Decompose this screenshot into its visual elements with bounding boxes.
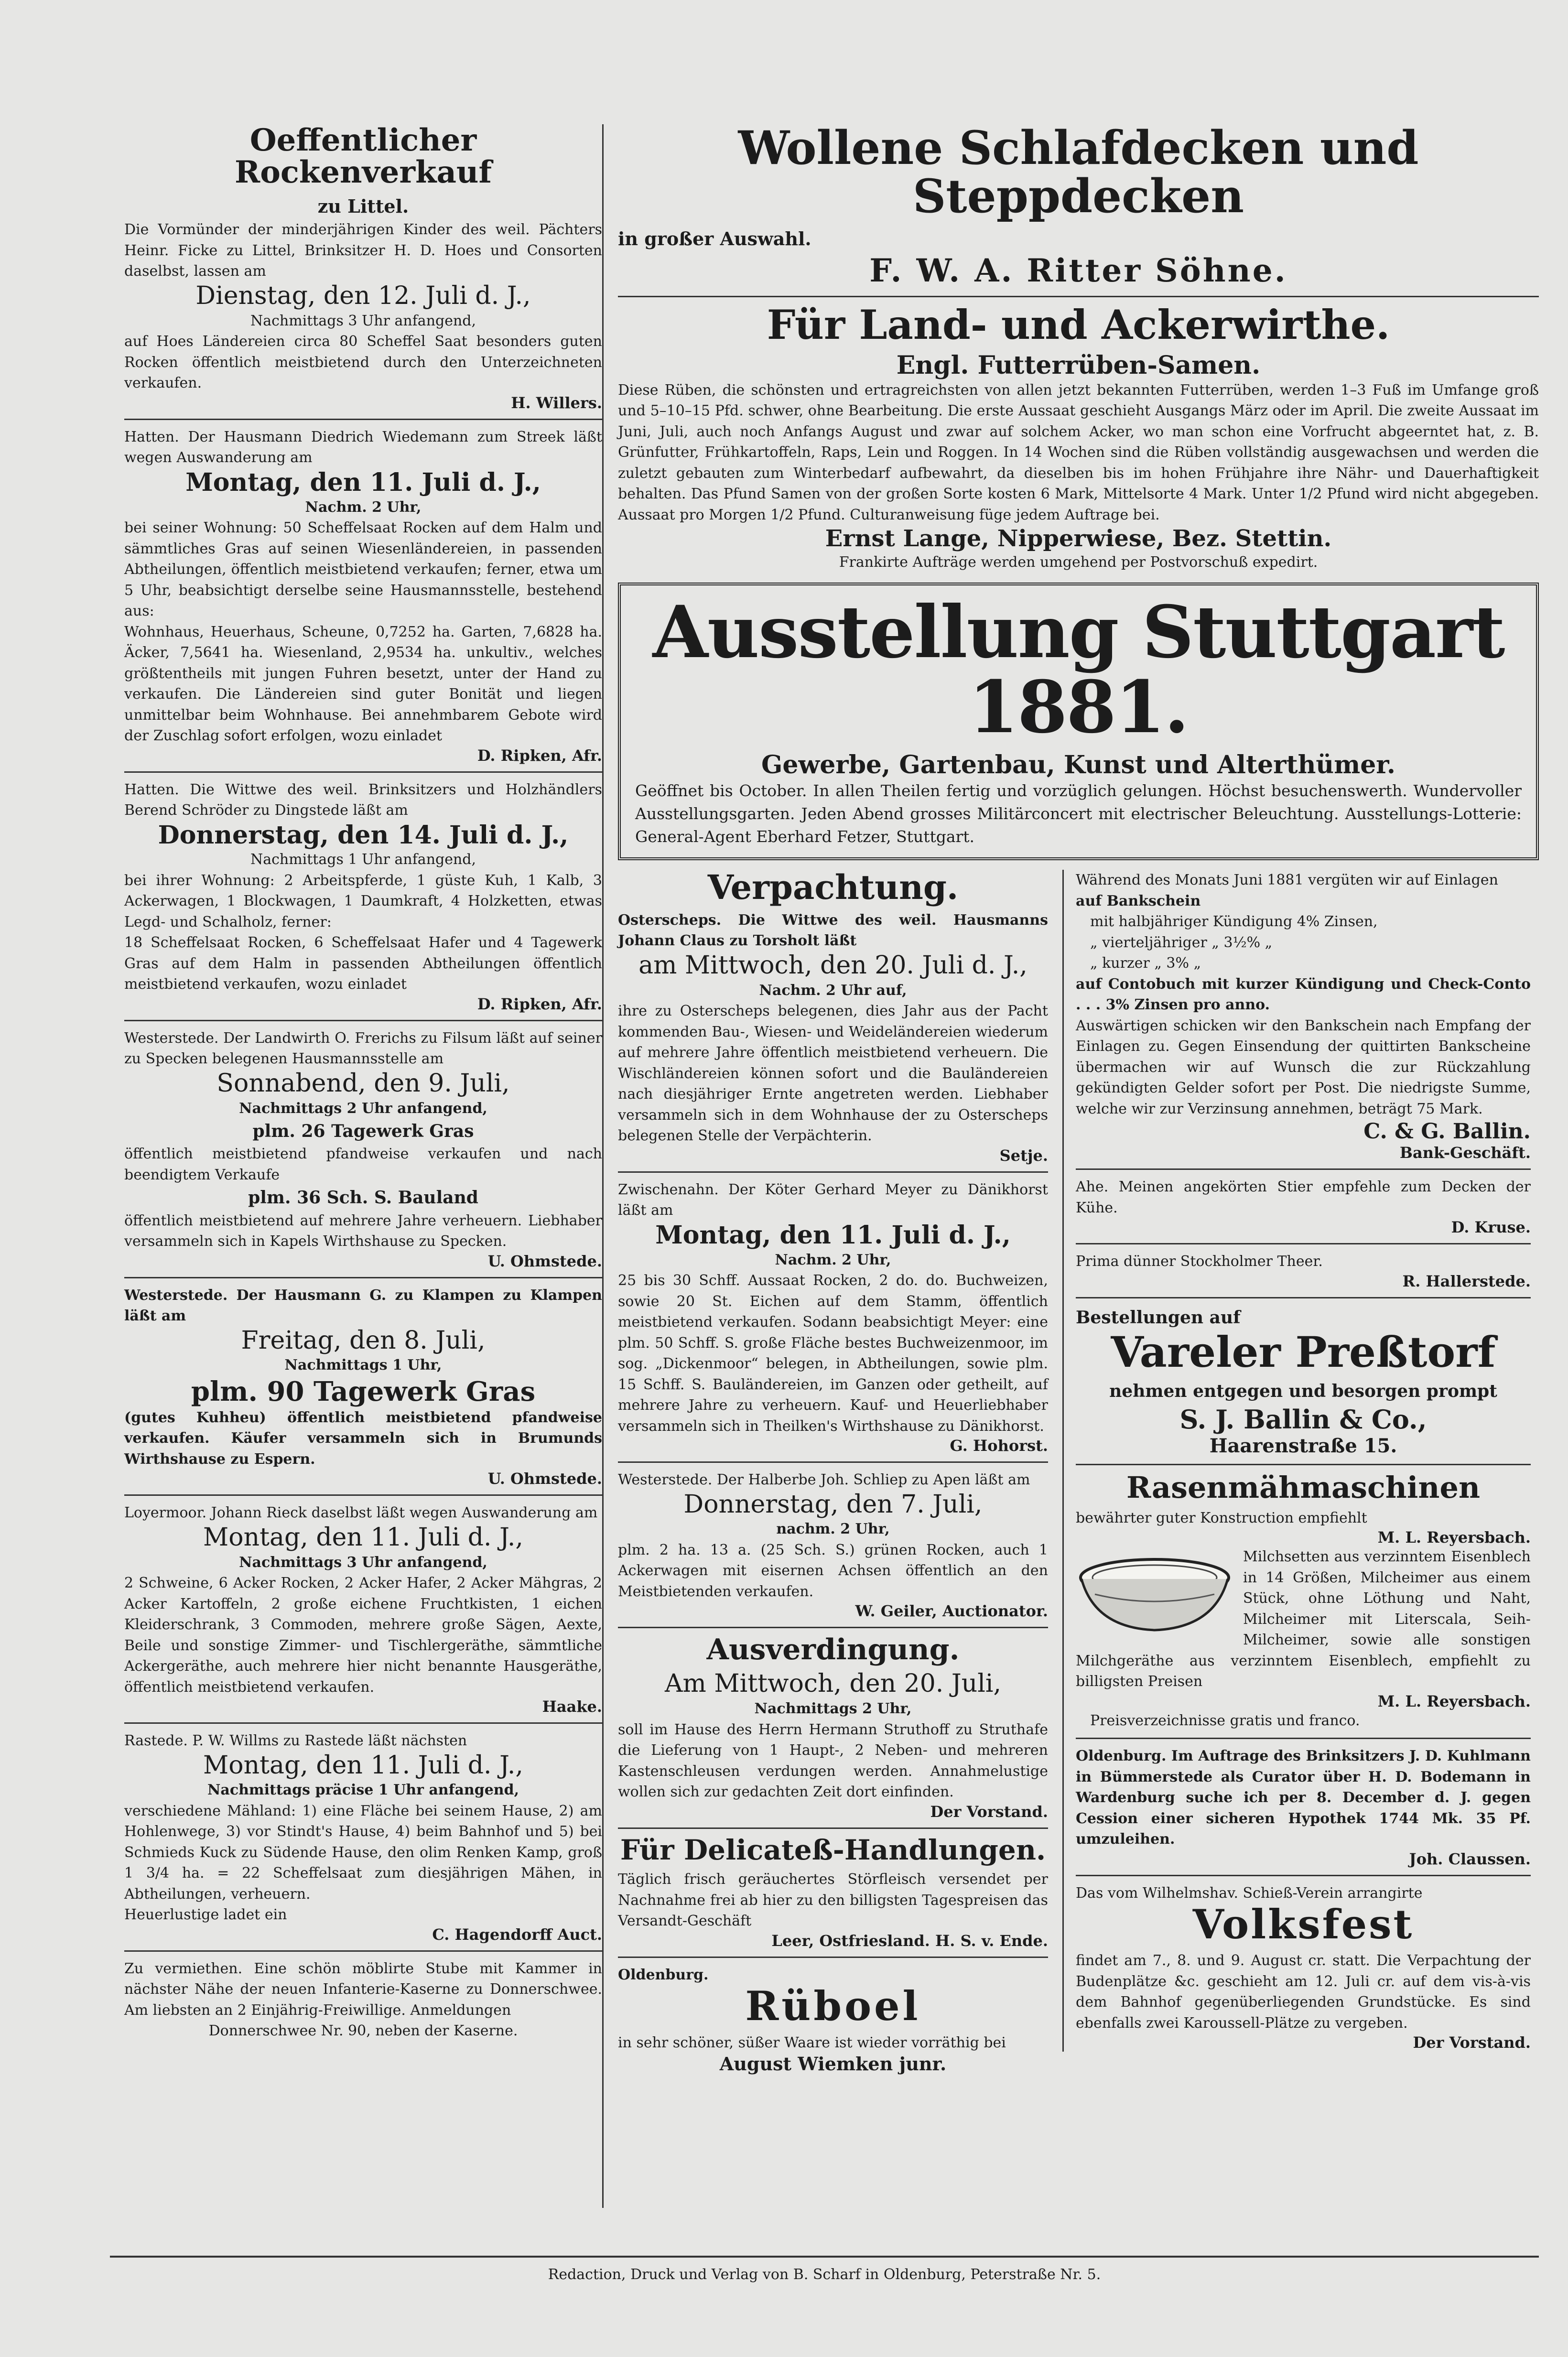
ad-body: ihre zu Osterscheps belegenen, dies Jahr aus der Pacht kommenden Bau-, Wiesen- und Weideländereien wiederum auf mehrere Jahre öffentlich meistbietend verheuern. Die Wischländereien können sofort und die Bauländereien nach diesjähriger Ernte angetreten werden. Liebhaber versammeln sich in dem Wohnhause der zu Osterscheps belegenen Stelle der Verpächterin. xyxy=(618,1003,1048,1145)
ad-body: Täglich frisch geräuchertes Störfleisch versendet per Nachnahme frei ab hier zu den billigsten Tagespreisen das Versandt-Geschäft xyxy=(618,1871,1048,1930)
ad-presstorf xyxy=(1076,1305,1531,1457)
ad-body: 25 bis 30 Schff. Aussaat Rocken, 2 do. do. Buchweizen, sowie 20 St. Eichen auf dem Stamm, öffentlich meistbietend verkaufen. Sodann beabsichtigt Meyer: eine plm. 50 Schff. S. große Fläche bestes Buchweizenmoor, im sog. „Dickenmoor“ belegen, in Abtheilungen, sowie plm. 15 Schff. S. Bauländereien, im Ganzen oder getheilt, auf mehrere Jahre zu verheuern. Kauf- und Heuerliebhaber versammeln sich in Theilken's Wirthshause zu Dänikhorst. xyxy=(618,1272,1048,1435)
ad-vermiethen xyxy=(124,1958,602,2042)
ad-date: Sonnabend, den 9. Juli, xyxy=(216,1069,510,1098)
right-area xyxy=(602,121,1539,2208)
divider xyxy=(124,1020,602,1021)
ad-place: Oldenburg. xyxy=(618,1966,709,1983)
ad-intro: Hatten. Die Wittwe des weil. Brinksitzers und Holzhändlers Berend Schröder zu Dingstede läßt am xyxy=(124,781,602,819)
divider xyxy=(1076,1875,1531,1876)
ad-body: Diese Rüben, die schönsten und ertragreichsten von allen jetzt bekannten Futterrüben, werden 1–3 Fuß im Umfange groß und 5–10–15 Pfd. schwer, ohne Bearbeitung. Die erste Aussaat geschieht Ausgangs März oder im April. Die zweite Aussaat im Juni, Juli, auch noch Anfangs August und zwar auf solchem Acker, wo man schon eine Vorfrucht abgeerntet hat, z. B. Grünfutter, Frühkartoffeln, Raps, Lein und Roggen. In 14 Wochen sind die Rüben vollständig ausgewachsen und werden die zuletzt gebauten zum Winterbedarf aufbewahrt, da dieselben bis im hohen Frühjahre ihre Nähr- und Dauerhaftigkeit behalten. Das Pfund Samen von der großen Sorte kosten 6 Mark, Mittelsorte 4 Mark. Unter 1/2 Pfund wird nicht abgegeben. Aussaat pro Morgen 1/2 Pfund. Culturanweisung füge jedem Auftrage bei. xyxy=(618,381,1539,523)
ad-body: bei seiner Wohnung: 50 Scheffelsaat Rocken auf dem Halm und sämmtliches Gras auf seinen Wiesenländereien, in passenden Abtheilungen, öffentlich meistbietend verkaufen; ferner, etwa um 5 Uhr, beabsichtigt derselbe seine Hausmannsstelle, bestehend aus: xyxy=(124,519,602,620)
ad-time: Nachmittags 1 Uhr, xyxy=(284,1357,442,1374)
ad-body: 2 Schweine, 6 Acker Rocken, 2 Acker Hafer, 2 Acker Mähgras, 2 Acker Kartoffeln, 2 große eichene Fruchtkisten, 1 eichen Kleiderschrank, 3 Commoden, mehrere große Sägen, Aexte, Beile und sonstige Zimmer- und Tischlergeräthe, sämmtliche Ackergeräthe, auch mehrere hier nicht benannte Hausgeräthe, öffentlich meistbietend verkaufen. xyxy=(124,1575,602,1696)
ad-intro: Das vom Wilhelmshav. Schieß-Verein arrangirte xyxy=(1076,1884,1423,1902)
ad-date: Donnerstag, den 14. Juli d. J., xyxy=(158,820,569,850)
ad-body: bei ihrer Wohnung: 2 Arbeitspferde, 1 güste Kuh, 1 Kalb, 3 Ackerwagen, 1 Blockwagen, 1 Daumkraft, 4 Holzketten, etwas Legd- und Schalholz, ferner: xyxy=(124,872,602,930)
ad-body: 18 Scheffelsaat Rocken, 6 Scheffelsaat Hafer und 4 Tagewerk Gras auf dem Halm in passenden Abtheilungen öffentlich meistbietend verkaufen, wozu einladet xyxy=(124,934,602,993)
ad-body: öffentlich meistbietend auf mehrere Jahre verheuern. Liebhaber versammeln sich in Kapels Wirthshause zu Specken. xyxy=(124,1212,602,1250)
ad-date: Montag, den 11. Juli d. J., xyxy=(655,1220,1011,1250)
divider xyxy=(124,419,602,420)
ad-futterrueben xyxy=(618,301,1539,573)
ad-signature: G. Hohorst. xyxy=(950,1437,1048,1455)
divider xyxy=(618,1827,1048,1829)
ad-stier xyxy=(1076,1177,1531,1236)
ad-body: soll im Hause des Herrn Hermann Struthoff zu Struthafe die Lieferung von 1 Haupt-, 2 Neben- und mehreren Kastenschleusen verdungen werden. Annahmelustige wollen sich zur gedachten Zeit dort einfinden. xyxy=(618,1721,1048,1801)
ad-date: Montag, den 11. Juli d. J., xyxy=(203,1523,523,1552)
ad-intro: Die Vormünder der minderjährigen Kinder des weil. Pächters Heinr. Ficke zu Littel, Brinksitzer H. D. Hoes und Consorten daselbst, lassen am xyxy=(124,221,602,280)
ad-ausstellung-stuttgart xyxy=(618,583,1539,861)
ad-theer xyxy=(1076,1251,1531,1290)
ad-rueboel xyxy=(618,1965,1048,2075)
ad-ausverdingung xyxy=(618,1635,1048,1820)
ad-title: Verpachtung. xyxy=(707,867,959,908)
lower-left-column xyxy=(618,867,1048,2075)
ad-hatten-schroeder xyxy=(124,779,602,1013)
ad-body: öffentlich meistbietend pfandweise verkaufen und nach beendigtem Verkaufe xyxy=(124,1146,602,1183)
ad-note: Frankirte Aufträge werden umgehend per Postvorschuß expedirt. xyxy=(839,554,1318,571)
ad-milchgeraethe xyxy=(1076,1546,1531,1731)
ad-sub: in großer Auswahl. xyxy=(618,227,811,249)
divider xyxy=(618,1957,1048,1958)
ad-time: Nachmittags 2 Uhr anfangend, xyxy=(239,1100,487,1117)
lower-right-column xyxy=(1062,870,1531,2052)
ad-date: Montag, den 11. Juli d. J., xyxy=(203,1751,523,1780)
ad-body: in sehr schöner, süßer Waare ist wieder vorräthig bei xyxy=(618,2034,1006,2051)
ad-signature: D. Ripken, Afr. xyxy=(477,746,602,765)
ad-hypothek xyxy=(1076,1746,1531,1868)
ad-time: Nachm. 2 Uhr, xyxy=(305,498,422,516)
ad-date: Dienstag, den 12. Juli d. J., xyxy=(195,281,531,310)
ad-body: Milchsetten aus verzinntem Eisenblech in 14 Größen, Milcheimer aus einem Stück, ohne Löthung und Naht, Milcheimer mit Literscala, Seih-Milcheimer, sowie alle sonstigen Milchgeräthe aus verzinntem Eisenblech, empfiehlt zu billigsten Preisen xyxy=(1076,1548,1531,1690)
ad-date: Freitag, den 8. Juli, xyxy=(241,1326,486,1355)
ad-body: nehmen entgegen und besorgen prompt xyxy=(1109,1381,1497,1402)
ad-body: findet am 7., 8. und 9. August cr. statt. Die Verpachtung der Budenplätze &c. geschieht am 12. Juli cr. auf dem vis-à-vis dem Bahnhof gegenüberliegenden Grundstücke. Es sind ebenfalls zwei Karoussell-Plätze zu vergeben. xyxy=(1076,1952,1531,2032)
ad-rastede xyxy=(124,1730,602,1944)
ad-signature: H. Willers. xyxy=(511,393,602,412)
ad-intro: Westerstede. Der Landwirth O. Frerichs zu Filsum läßt auf seiner zu Specken belegenen Hausmannsstelle am xyxy=(124,1029,602,1068)
ad-schliep xyxy=(618,1470,1048,1620)
ad-body: Oldenburg. Im Auftrage des Brinksitzers J. D. Kuhlmann in Bümmerstede als Curator über H. D. Bodemann in Wardenburg suche ich per 8. December d. J. gegen Cession einer sicheren Hypothek 1744 Mk. 35 Pf. umzuleihen. xyxy=(1076,1748,1531,1848)
divider xyxy=(124,771,602,773)
ad-body: Ahe. Meinen angekörten Stier empfehle zum Decken der Kühe. xyxy=(1076,1178,1531,1216)
ad-line: plm. 36 Sch. S. Bauland xyxy=(248,1188,478,1208)
ad-time: Nachmittags 3 Uhr anfangend, xyxy=(250,312,476,329)
divider xyxy=(618,1461,1048,1463)
divider xyxy=(1076,1464,1531,1465)
ad-rate: „ vierteljähriger „ 3½% „ xyxy=(1090,934,1273,951)
ad-signature: R. Hallerstede. xyxy=(1402,1272,1531,1290)
ad-title: Für Delicateß-Handlungen. xyxy=(620,1833,1046,1866)
ad-heading: auf Bankschein xyxy=(1076,892,1201,909)
ad-body: Heuerlustige ladet ein xyxy=(124,1906,287,1924)
ad-intro: Während des Monats Juni 1881 vergüten wir auf Einlagen xyxy=(1076,872,1498,889)
ad-line: plm. 26 Tagewerk Gras xyxy=(252,1121,474,1142)
ad-title: Vareler Preßtorf xyxy=(1111,1327,1496,1377)
ad-hatten-wiedemann xyxy=(124,427,602,765)
ad-time: Nachmittags präcise 1 Uhr anfangend, xyxy=(207,1782,519,1799)
ad-sub: Gewerbe, Gartenbau, Kunst und Alterthümer. xyxy=(761,750,1396,779)
divider xyxy=(1076,1243,1531,1244)
divider xyxy=(1076,1168,1531,1170)
ad-rasenmaeher xyxy=(1076,1472,1531,1547)
ad-intro: Bestellungen auf xyxy=(1076,1307,1241,1328)
ad-signature: Der Vorstand. xyxy=(930,1802,1048,1821)
ad-signature: Setje. xyxy=(999,1146,1048,1165)
ad-date: Montag, den 11. Juli d. J., xyxy=(185,467,541,497)
ad-date: am Mittwoch, den 20. Juli d. J., xyxy=(638,951,1027,980)
ad-body: Auswärtigen schicken wir den Bankschein nach Empfang der Einlagen zu. Gegen Einsendung der quittirten Bankscheine übermachen wir auf Wunsch die zur Rückzahlung gekündigten Gelder sofort per Post. Die niedrigste Summe, welche wir zur Verzinsung annehmen, beträgt 75 Mark. xyxy=(1076,1017,1531,1117)
ad-verpachtung xyxy=(618,867,1048,1165)
ad-heading: auf Contobuch mit kurzer Kündigung und Check-Conto . . . 3% Zinsen pro anno. xyxy=(1076,975,1531,1014)
ad-address: Haarenstraße 15. xyxy=(1209,1434,1397,1457)
ad-delicatess xyxy=(618,1833,1048,1950)
ad-body: (gutes Kuhheu) öffentlich meistbietend pfandweise verkaufen. Käufer versammeln sich in Brumunds Wirthshause zu Espern. xyxy=(124,1409,602,1468)
divider xyxy=(618,1171,1048,1173)
ad-intro: Hatten. Der Hausmann Diedrich Wiedemann zum Streek läßt wegen Auswanderung am xyxy=(124,428,602,466)
ad-intro: Osterscheps. Die Wittwe des weil. Hausmanns Johann Claus zu Torsholt läßt xyxy=(618,911,1048,950)
ad-intro: Westerstede. Der Halberbe Joh. Schliep zu Apen läßt am xyxy=(618,1471,1030,1488)
ad-signature: M. L. Reyersbach. xyxy=(1377,1692,1531,1710)
ad-title: Wollene Schlafdecken und Steppdecken xyxy=(738,121,1419,223)
ad-signature: D. Ripken, Afr. xyxy=(477,995,602,1013)
ad-time: Nachmittags 1 Uhr anfangend, xyxy=(250,851,476,868)
ad-body: bewährter guter Konstruction empfiehlt xyxy=(1076,1509,1367,1526)
ad-signature: Bank-Geschäft. xyxy=(1399,1144,1531,1162)
divider xyxy=(1076,1297,1531,1298)
ad-signature: August Wiemken junr. xyxy=(719,2053,947,2075)
divider xyxy=(124,1950,602,1952)
ad-body: Zu vermiethen. Eine schön möblirte Stube mit Kammer in nächster Nähe der neuen Infanterie-Kaserne zu Donnerschwee. Am liebsten an 2 Einjährig-Freiwillige. Anmeldungen xyxy=(124,1960,602,2019)
ad-body: Wohnhaus, Heuerhaus, Scheune, 0,7252 ha. Garten, 7,6828 ha. Äcker, 7,5641 ha. Wiesenland, 2,9534 ha. unkultiv., welches größtentheils mit jungen Fuhren besetzt, unter der Hand zu verkaufen. Die Ländereien sind guter Bonität und liegen unmittelbar beim Wohnhause. Bei annehmbarem Gebote wird der Zuschlag sofort erfolgen, wozu einladet xyxy=(124,623,602,745)
divider xyxy=(124,1494,602,1496)
ad-signature: Ernst Lange, Nipperwiese, Bez. Stettin. xyxy=(825,525,1332,552)
divider xyxy=(1076,1738,1531,1739)
divider xyxy=(124,1722,602,1724)
ad-firm: F. W. A. Ritter Söhne. xyxy=(869,251,1287,289)
left-column xyxy=(124,124,602,2046)
ad-bank xyxy=(1076,870,1531,1162)
ad-loyermoor xyxy=(124,1503,602,1716)
ad-body: auf Hoes Ländereien circa 80 Scheffel Saat besonders guten Rocken öffentlich meistbietend durch den Unterzeichneten verkaufen. xyxy=(124,333,602,392)
ad-sub: Engl. Futterrüben-Samen. xyxy=(896,350,1261,380)
ad-note: Preisverzeichnisse gratis und franco. xyxy=(1090,1712,1360,1729)
ad-westerstede-klampen xyxy=(124,1285,602,1488)
ad-body: Geöffnet bis October. In allen Theilen fertig und vorzüglich gelungen. Höchst besuchenswerth. Wundervoller Ausstellungsgarten. Jeden Abend grosses Militärconcert mit electrischer Beleuchtung. Ausstellungs-Lotterie: General-Agent Eberhard Fetzer, Stuttgart. xyxy=(635,781,1522,846)
ad-title: Rüboel xyxy=(745,1982,921,2030)
ad-signature: M. L. Reyersbach. xyxy=(1377,1528,1531,1547)
ad-intro: Loyermoor. Johann Rieck daselbst läßt wegen Auswanderung am xyxy=(124,1504,598,1522)
ad-signature: Haake. xyxy=(542,1697,602,1716)
divider xyxy=(618,1627,1048,1628)
divider xyxy=(124,1277,602,1278)
ad-time: Nachm. 2 Uhr, xyxy=(775,1251,891,1268)
ad-body: plm. 2 ha. 13 a. (25 Sch. S.) grünen Rocken, auch 1 Ackerwagen mit eisernen Achsen öffentlich an den Meistbietenden verkaufen. xyxy=(618,1541,1048,1600)
ad-volksfest xyxy=(1076,1883,1531,2052)
ad-intro: Zwischenahn. Der Köter Gerhard Meyer zu Dänikhorst läßt am xyxy=(618,1181,1048,1219)
ad-title: Ausstellung Stuttgart 1881. xyxy=(652,590,1504,750)
ad-signature: C. Hagendorff Auct. xyxy=(432,1925,602,1944)
ad-rate: „ kurzer „ 3% „ xyxy=(1090,955,1201,972)
ad-signature: Leer, Ostfriesland. H. S. v. Ende. xyxy=(771,1931,1048,1950)
ad-title: Volksfest xyxy=(1192,1901,1414,1948)
ad-line: plm. 90 Tagewerk Gras xyxy=(191,1375,536,1407)
ad-time: Nachm. 2 Uhr auf, xyxy=(759,982,907,999)
ad-schlafdecken xyxy=(618,121,1539,289)
ad-signature: Der Vorstand. xyxy=(1413,2033,1531,2052)
ad-title: Oeffentlicher Rockenverkauf xyxy=(235,122,492,191)
ad-date: Am Mittwoch, den 20. Juli, xyxy=(665,1669,1001,1698)
ad-title: Ausverdingung. xyxy=(706,1633,960,1667)
ad-rockenverkauf xyxy=(124,124,602,412)
imprint-footer: Redaction, Druck und Verlag von B. Scharf in Oldenburg, Peterstraße Nr. 5. xyxy=(110,2256,1539,2283)
ad-zwischenahn xyxy=(618,1179,1048,1455)
ad-time: nachm. 2 Uhr, xyxy=(776,1521,890,1538)
ad-intro: Rastede. P. W. Willms zu Rastede läßt nächsten xyxy=(124,1732,467,1750)
ad-intro: Westerstede. Der Hausmann G. zu Klampen zu Klampen läßt am xyxy=(124,1287,602,1325)
ad-firm: S. J. Ballin & Co., xyxy=(1179,1404,1427,1435)
ad-title: Für Land- und Ackerwirthe. xyxy=(767,301,1390,348)
lower-section xyxy=(618,867,1539,2208)
ad-signature: U. Ohmstede. xyxy=(487,1470,602,1488)
ad-date: Donnerstag, den 7. Juli, xyxy=(683,1490,983,1519)
ad-address: Donnerschwee Nr. 90, neben der Kaserne. xyxy=(208,2022,518,2040)
milk-bowl-illustration xyxy=(1076,1551,1233,1637)
ad-body: Prima dünner Stockholmer Theer. xyxy=(1076,1253,1323,1270)
ad-time: Nachmittags 2 Uhr, xyxy=(754,1700,912,1718)
ad-signature: W. Geiler, Auctionator. xyxy=(855,1602,1048,1621)
ad-place: zu Littel. xyxy=(317,195,409,217)
ad-body: verschiedene Mähland: 1) eine Fläche bei seinem Hause, 2) am Hohlenwege, 3) vor Stindt's Hause, 4) beim Bahnhof und 5) bei Schmieds Kuck zu Südende Hause, den olim Renken Kamp, groß 1 3/4 ha. = 22 Scheffelsaat zum diesjährigen Mähen, in Abtheilungen, verheuern. xyxy=(124,1802,602,1903)
ad-rate: mit halbjähriger Kündigung 4% Zinsen, xyxy=(1090,913,1378,930)
divider xyxy=(618,296,1539,297)
ad-signature: U. Ohmstede. xyxy=(487,1252,602,1270)
ad-signature: D. Kruse. xyxy=(1451,1218,1531,1237)
ad-signature: Joh. Claussen. xyxy=(1409,1849,1531,1868)
ad-signature: C. & G. Ballin. xyxy=(1363,1119,1531,1144)
newspaper-page xyxy=(110,96,1539,2318)
ad-westerstede-frerichs xyxy=(124,1028,602,1270)
ad-time: Nachmittags 3 Uhr anfangend, xyxy=(239,1554,487,1571)
ad-title: Rasenmähmaschinen xyxy=(1126,1470,1481,1505)
